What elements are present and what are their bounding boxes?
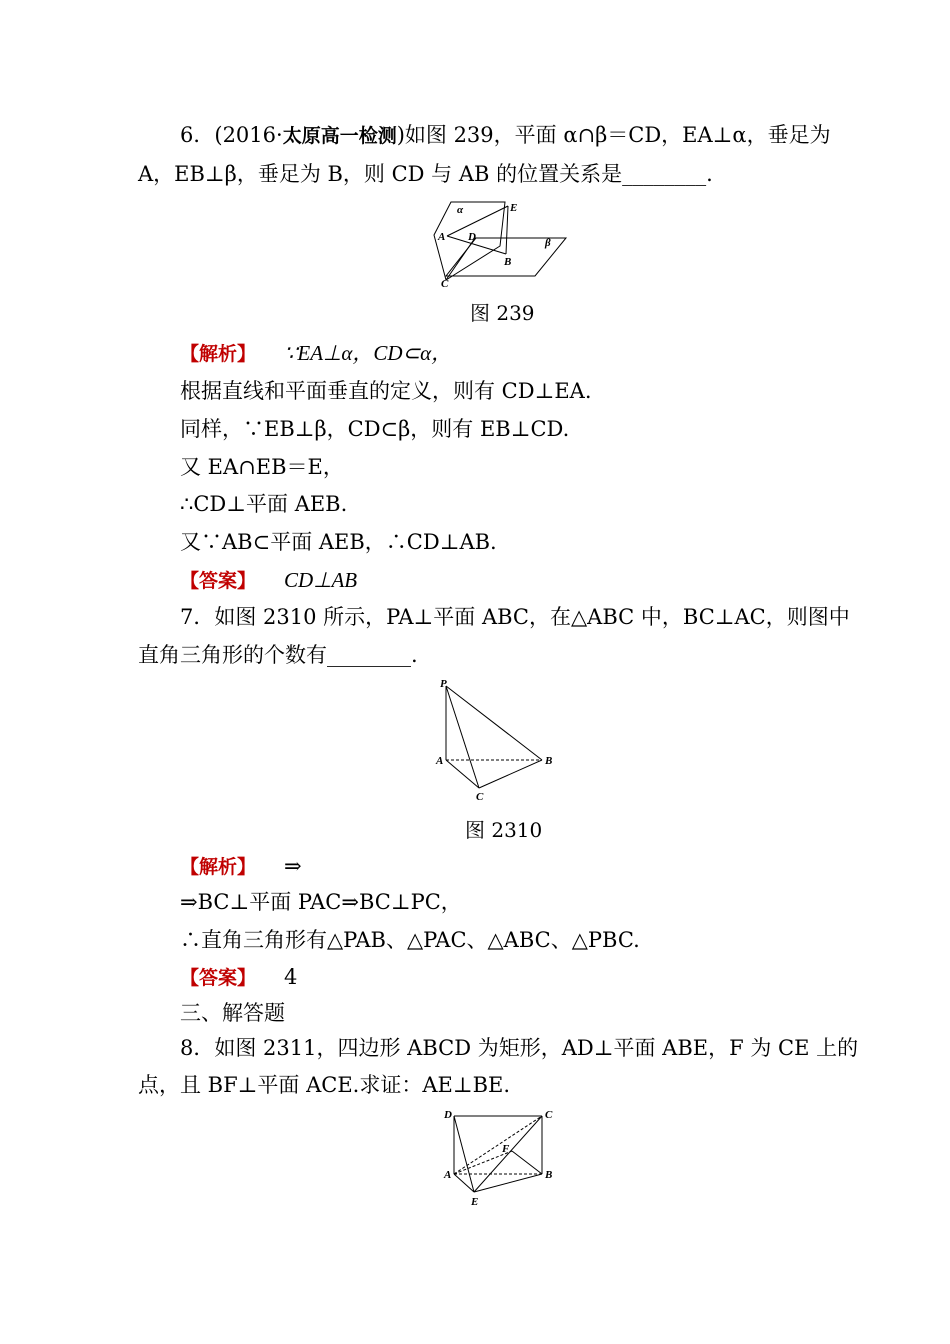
label-c: C (476, 791, 484, 803)
q6-answer-line (180, 565, 357, 596)
q6-analysis-line-2: 根据直线和平面垂直的定义，则有 CD⊥EA. (180, 379, 592, 403)
q6-answer: CD⊥AB (284, 568, 358, 592)
q7-line-1: 7．如图 2310 所示，PA⊥平面 ABC，在△ABC 中，BC⊥AC，则图中 (180, 605, 850, 629)
label-b: B (545, 755, 553, 767)
q6-analysis-line-4: 又 EA∩EB＝E， (180, 455, 344, 479)
q7-line-2: 直角三角形的个数有________. (138, 643, 418, 667)
figure-2310-caption: 图 2310 (465, 818, 543, 842)
line-ab (447, 236, 506, 254)
label-c: C (441, 278, 449, 290)
label-b: B (545, 1169, 553, 1181)
figure-2310 (432, 676, 560, 806)
label-d: D (444, 1109, 452, 1121)
answer-tag: 【答案】 (180, 570, 257, 592)
q7-answer: 4 (284, 965, 298, 989)
q7-analysis-line-1: 【解析】 ⇒ (180, 854, 302, 878)
q6-analysis-line-5: ∴CD⊥平面 AEB. (180, 492, 348, 516)
q8-line-1: 8．如图 2311，四边形 ABCD 为矩形，AD⊥平面 ABE，F 为 CE 上的 (180, 1036, 859, 1060)
edge-pb (446, 686, 542, 760)
section-heading: 三、解答题 (180, 1001, 285, 1025)
line-eb (506, 206, 508, 254)
label-f: F (502, 1143, 510, 1155)
label-c: C (545, 1109, 553, 1121)
figure-2311 (438, 1106, 560, 1210)
label-beta: β (545, 237, 551, 249)
label-a: A (438, 231, 446, 243)
label-a: A (436, 755, 444, 767)
analysis-tag: 【解析】 (180, 856, 257, 878)
figure-239-caption: 图 239 (470, 301, 535, 325)
line-cd (446, 238, 475, 280)
q6-analysis-line-3: 同样，∵EB⊥β，CD⊂β，则有 EB⊥CD. (180, 417, 570, 441)
q6-analysis-line-1: 【解析】 ∵EA⊥α，CD⊂α， (180, 341, 453, 365)
q6-line-2: A，EB⊥β，垂足为 B，则 CD 与 AB 的位置关系是________. (138, 162, 713, 186)
q8-line-2: 点，且 BF⊥平面 ACE.求证：AE⊥BE. (138, 1073, 511, 1097)
label-alpha: α (457, 204, 464, 216)
q7-analysis-line-2: ⇒BC⊥平面 PAC⇒BC⊥PC， (180, 890, 462, 914)
q7-answer-line (180, 962, 297, 993)
label-a: A (444, 1169, 452, 1181)
label-e: E (510, 202, 518, 214)
edge-fb (512, 1151, 542, 1174)
edge-bc (479, 760, 542, 788)
edge-de (454, 1116, 474, 1192)
label-e: E (471, 1196, 479, 1208)
label-p: P (440, 678, 447, 690)
label-d: D (468, 231, 476, 243)
edge-ae (454, 1174, 474, 1192)
analysis-tag: 【解析】 (180, 343, 257, 365)
edge-pc (446, 686, 479, 788)
q6-line-1: 6．(2016·太原高一检测)如图 239，平面 α∩β＝CD，EA⊥α，垂足为 (180, 123, 831, 147)
q7-analysis-line-3: ∴直角三角形有△PAB、△PAC、△ABC、△PBC. (180, 928, 640, 952)
edge-eb (474, 1174, 542, 1192)
q6-analysis-line-6: 又∵AB⊂平面 AEB，∴CD⊥AB. (180, 530, 497, 554)
answer-tag: 【答案】 (180, 967, 257, 989)
figure-239 (428, 198, 568, 290)
q6-source: 太原高一检测 (282, 125, 397, 147)
label-b: B (504, 256, 512, 268)
